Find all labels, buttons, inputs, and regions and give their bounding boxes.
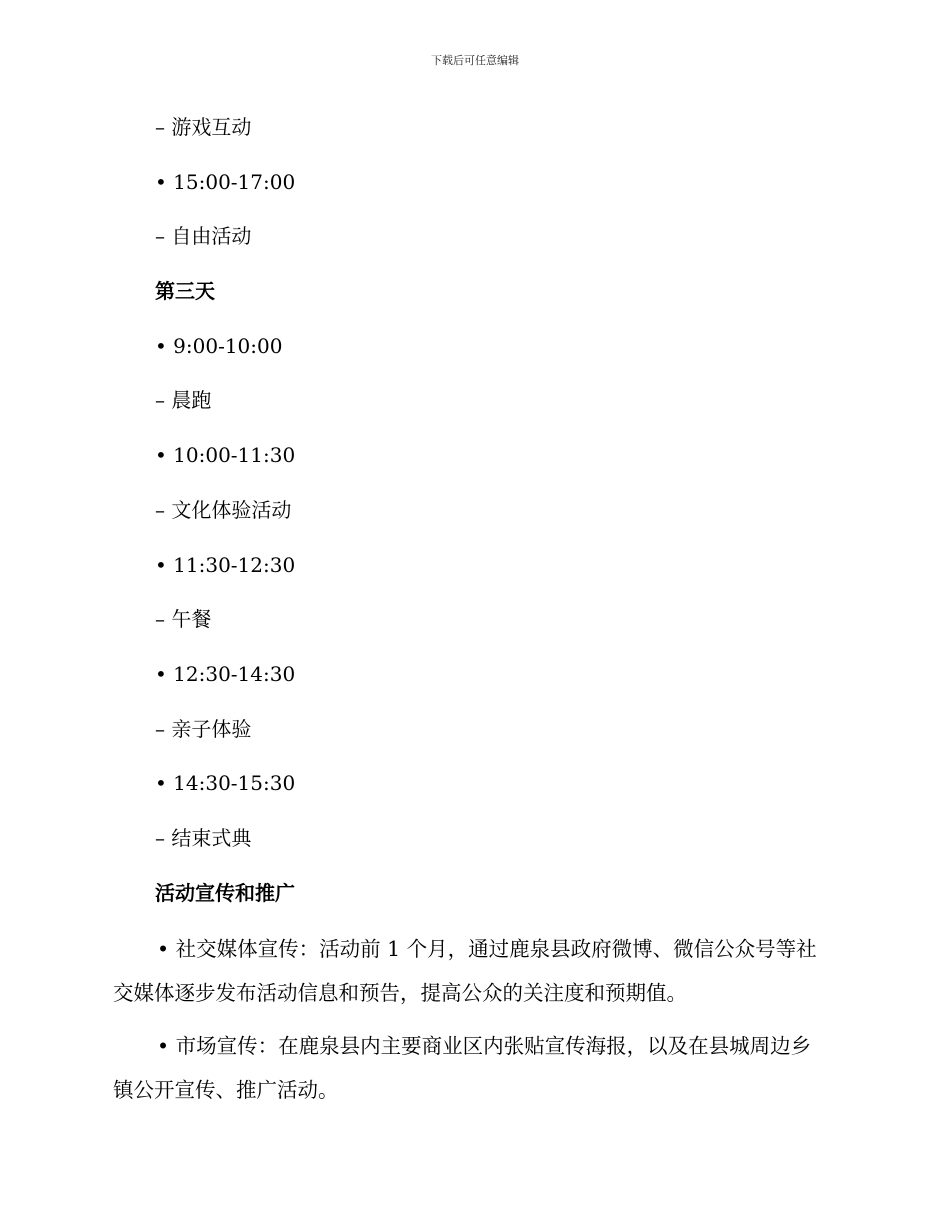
schedule-line: • 9:00-10:00	[155, 333, 283, 358]
schedule-line: – 自由活动	[155, 224, 252, 249]
market-promotion-paragraph: • 市场宣传：在鹿泉县内主要商业区内张贴宣传海报，以及在县城周边乡镇公开宣传、推广活动。	[113, 1034, 812, 1102]
section-heading: 活动宣传和推广	[155, 880, 295, 905]
schedule-line: – 午餐	[155, 607, 212, 632]
page-header: 下载后可任意编辑	[431, 54, 519, 67]
schedule-line: • 12:30-14:30	[155, 661, 296, 686]
schedule-line: • 14:30-15:30	[155, 771, 296, 796]
social-media-paragraph: • 社交媒体宣传：活动前 1 个月，通过鹿泉县政府微博、微信公众号等社交媒体逐步发布活动信息和预告，提高公众的关注度和预期值。	[113, 937, 817, 1005]
schedule-line: • 11:30-12:30	[155, 552, 296, 577]
schedule-line: • 10:00-11:30	[155, 443, 296, 468]
schedule-line: – 游戏互动	[155, 115, 252, 139]
schedule-line: – 亲子体验	[155, 716, 252, 741]
schedule-line: – 文化体验活动	[155, 497, 292, 522]
schedule-line: – 结束式典	[155, 825, 252, 850]
schedule-line: • 15:00-17:00	[155, 169, 296, 194]
schedule-list	[155, 110, 835, 930]
section-heading: 第三天	[155, 279, 215, 304]
schedule-line: – 晨跑	[155, 388, 212, 413]
